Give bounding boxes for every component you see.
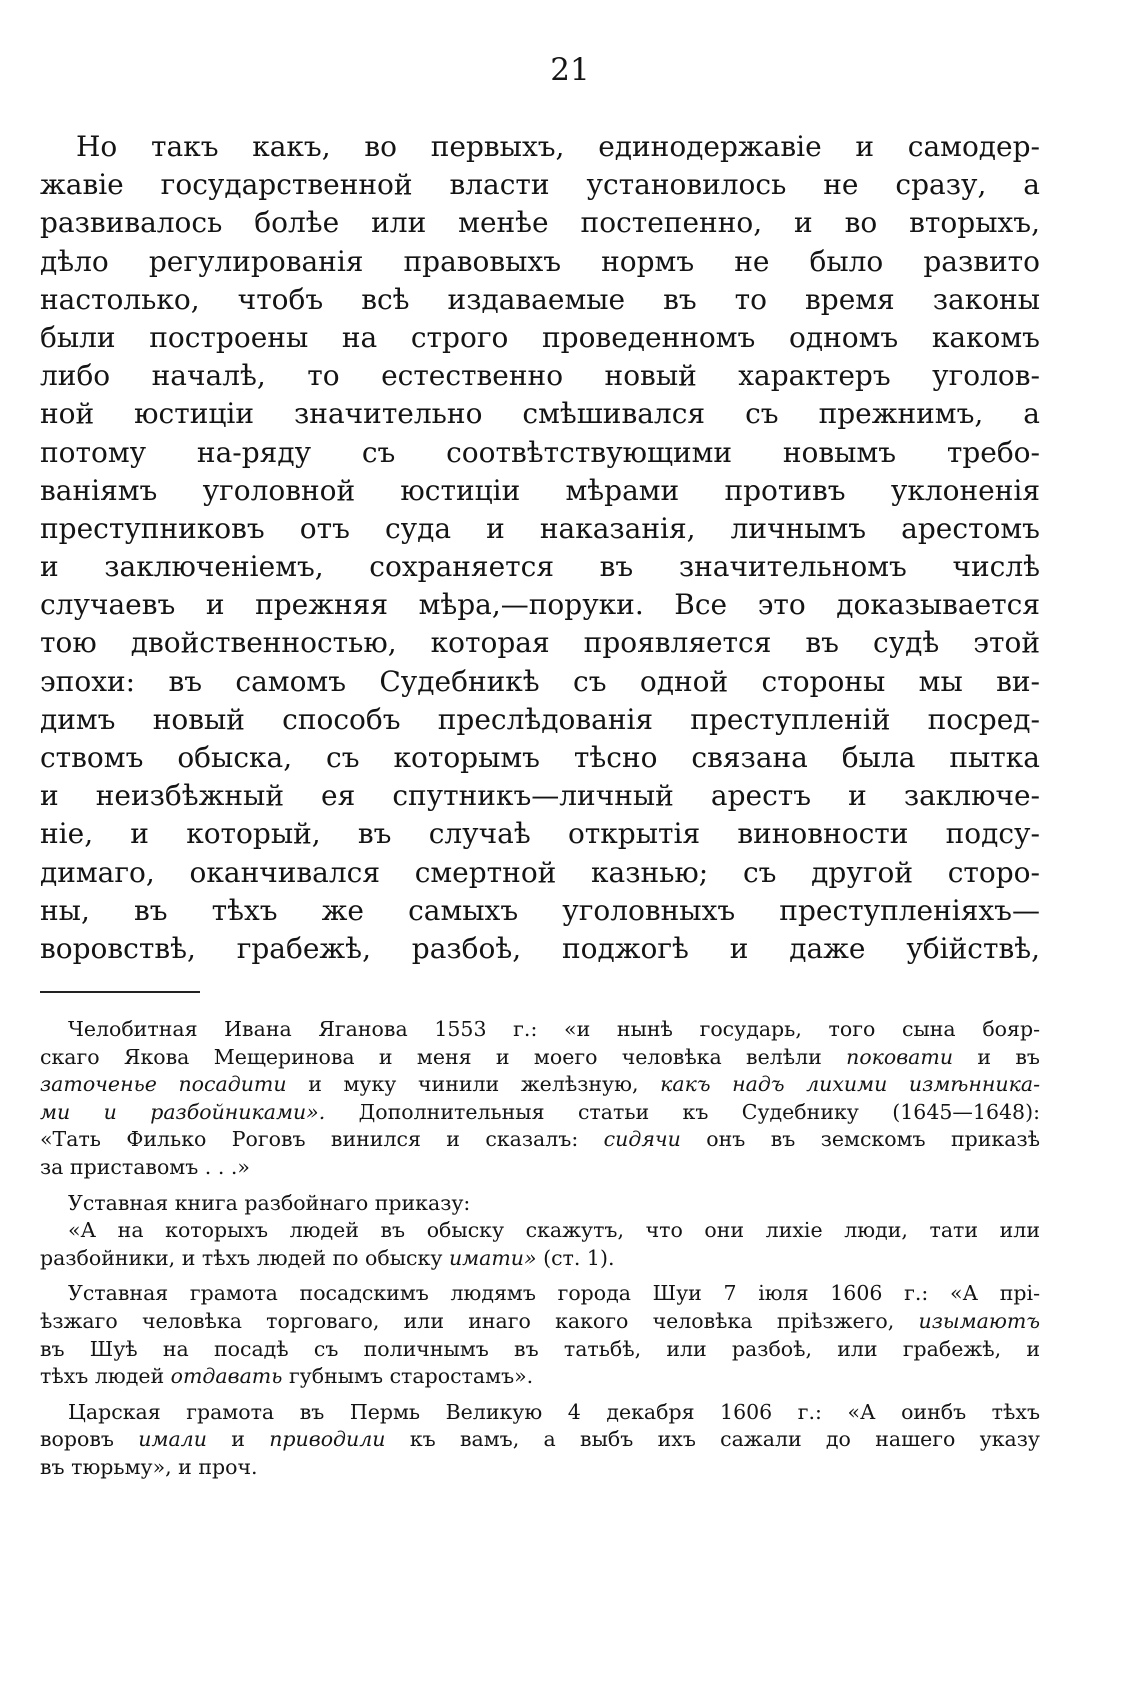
text-line: эпохи: въ самомъ Судебникѣ съ одной стороны мы ви-: [40, 664, 1040, 698]
text-line: и заключеніемъ, сохраняется въ значительномъ числѣ: [40, 550, 1040, 584]
text-line: ствомъ обыска, съ которымъ тѣсно связана была пытка: [40, 741, 1040, 774]
text-line: ніе, и который, въ случаѣ открытія виновности подсу-: [40, 817, 1040, 851]
text-line: случаевъ и прежняя мѣра,—поруки. Все это доказывается: [40, 588, 1040, 622]
main-text: [40, 128, 1040, 968]
footnotes: [40, 1016, 1040, 1482]
footnote-line: Уставная грамота посадскимъ людямъ города Шуи 7 іюля 1606 г.: «А прі-: [68, 1281, 1040, 1306]
text-line: тою двойственностью, которая проявляется въ судѣ этой: [40, 626, 1040, 660]
footnote-line: ми и разбойниками». Дополнительныя статьи къ Судебнику (1645—1648):: [40, 1099, 1040, 1124]
text-line: жавіе государственной власти установилось не сразу, а: [40, 168, 1040, 202]
text-line: и неизбѣжный ея спутникъ—личный арестъ и заключе-: [40, 779, 1040, 813]
footnote-line: воровъ имали и приводили къ вамъ, а выбъ ихъ сажали до нашего указу: [40, 1427, 1040, 1452]
text-line: либо началѣ, то естественно новый характеръ уголов-: [40, 359, 1040, 393]
text-line: настолько, чтобъ всѣ издаваемые въ то время законы: [40, 282, 1040, 316]
footnote-line: Уставная книга разбойнаго приказу:: [68, 1190, 471, 1215]
footnote-line: въ тюрьму», и проч.: [40, 1454, 258, 1479]
footnote-line: за приставомъ . . .»: [40, 1154, 250, 1179]
footnote-line: ѣзжаго человѣка торговаго, или инаго какого человѣка пріѣзжего, изымаютъ: [40, 1308, 1040, 1333]
page-number: 21: [550, 52, 590, 88]
text-line: развивалось болѣе или менѣе постепенно, и во вторыхъ,: [40, 206, 1040, 240]
footnote-line: Царская грамота въ Пермь Великую 4 декабря 1606 г.: «А оинбъ тѣхъ: [68, 1399, 1040, 1424]
footnote-line: «Тать Филько Роговъ винился и сказалъ: сидячи онъ въ земскомъ приказѣ: [40, 1127, 1040, 1152]
footnote-line: «А на которыхъ людей въ обыску скажутъ, что они лихіе люди, тати или: [68, 1218, 1040, 1243]
footnote-divider: [40, 991, 200, 993]
text-line: дѣло регулированія правовыхъ нормъ не было развито: [40, 244, 1040, 278]
text-line: ваніямъ уголовной юстиціи мѣрами противъ уклоненія: [40, 473, 1040, 507]
text-line: ной юстиціи значительно смѣшивался съ прежнимъ, а: [40, 397, 1040, 431]
footnote-line: тѣхъ людей отдавать губнымъ старостамъ».: [40, 1364, 534, 1389]
footnote-line: скаго Якова Мещеринова и меня и моего человѣка велѣли поковати и въ: [40, 1044, 1040, 1069]
footnote-line: Челобитная Ивана Яганова 1553 г.: «и нынѣ государь, того сына бояр-: [68, 1017, 1040, 1041]
footnote-line: заточенье посадити и муку чинили желѣзную, какъ надъ лихими измѣнника-: [40, 1072, 1040, 1097]
footnote-line: въ Шуѣ на посадѣ съ поличнымъ въ татьбѣ, или разбоѣ, или грабежѣ, и: [40, 1336, 1040, 1361]
footnote-line: разбойники, и тѣхъ людей по обыску имати» (ст. 1).: [40, 1245, 615, 1270]
text-line: преступниковъ отъ суда и наказанія, личнымъ арестомъ: [40, 511, 1040, 545]
text-line: воровствѣ, грабежѣ, разбоѣ, поджогѣ и даже убійствѣ,: [40, 931, 1040, 965]
text-line: потому на-ряду съ соотвѣтствующими новымъ требо-: [40, 435, 1040, 469]
text-line: димаго, оканчивался смертной казнью; съ другой сторо-: [40, 855, 1040, 889]
text-line: были построены на строго проведенномъ одномъ какомъ: [40, 320, 1040, 354]
text-line: Но такъ какъ, во первыхъ, единодержавіе и самодер-: [76, 130, 1040, 163]
text-line: димъ новый способъ преслѣдованія преступленій посред-: [40, 702, 1040, 736]
text-line: ны, въ тѣхъ же самыхъ уголовныхъ преступленіяхъ—: [40, 893, 1040, 927]
